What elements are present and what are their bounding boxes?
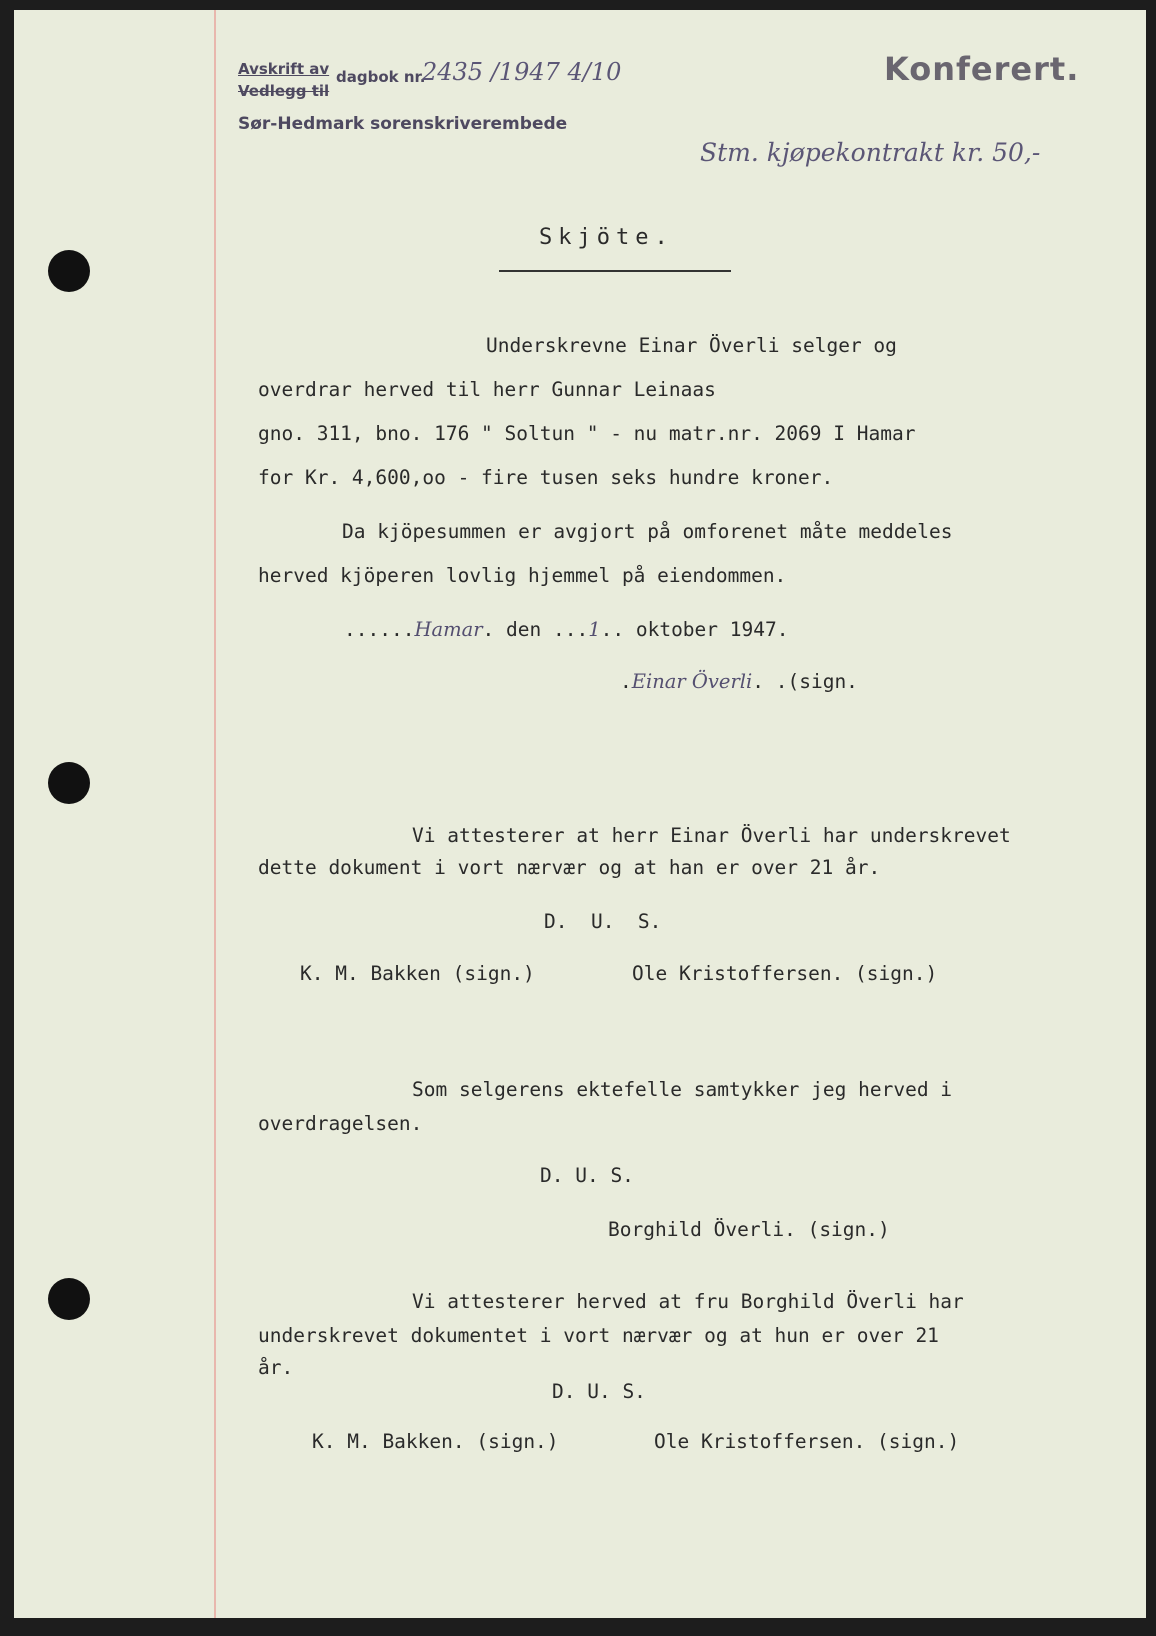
title-underline	[499, 270, 731, 272]
date-day-handwritten: 1	[588, 618, 601, 641]
konferert-stamp: Konferert.	[884, 50, 1080, 88]
text-line: gno. 311, bno. 176 " Soltun " - nu matr.nr. 2069 I Hamar	[258, 422, 916, 445]
dus-mark: D. U. S.	[552, 1380, 646, 1403]
stamp-office: Sør-Hedmark sorenskriverembede	[238, 114, 568, 134]
document-page	[14, 10, 1146, 1618]
sig-dot: .	[620, 670, 632, 693]
date-place-handwritten: Hamar	[414, 618, 483, 641]
text-line: herved kjöperen lovlig hjemmel på eiendommen.	[258, 564, 787, 587]
text-line: Underskrevne Einar Överli selger og	[486, 334, 897, 357]
date-line	[344, 618, 788, 641]
date-den: den ...	[494, 618, 589, 641]
text-line: dette dokument i vort nærvær og at han er over 21 år.	[258, 856, 881, 879]
text-line: for Kr. 4,600,oo - fire tusen seks hundre kroner.	[258, 466, 834, 489]
punch-hole	[48, 250, 90, 292]
margin-line	[214, 10, 216, 1618]
date-rest: .. oktober 1947.	[600, 618, 789, 641]
text-line: underskrevet dokumentet i vort nærvær og at hun er over 21	[258, 1324, 939, 1347]
stamp-vedlegg: Vedlegg til	[238, 82, 330, 100]
dagbok-number-handwritten: 2435 /1947 4/10	[422, 58, 622, 86]
text-line: Da kjöpesummen er avgjort på omforenet måte meddeles	[342, 520, 953, 543]
seller-signature	[620, 670, 858, 693]
witness-right: Ole Kristoffersen. (sign.)	[632, 962, 938, 985]
date-dots: ......	[344, 618, 415, 641]
stamp-avskrift: Avskrift av	[238, 60, 330, 78]
text-line: overdrar herved til herr Gunnar Leinaas	[258, 378, 716, 401]
punch-hole	[48, 762, 90, 804]
dus-mark: D. U. S.	[540, 1164, 634, 1187]
witness-left: K. M. Bakken. (sign.)	[312, 1430, 559, 1453]
date-dots: .	[482, 618, 495, 641]
text-line: Vi attesterer at herr Einar Överli har underskrevet	[412, 824, 1011, 847]
stamp-dagbok: dagbok nr.	[336, 68, 426, 86]
punch-hole	[48, 1278, 90, 1320]
witness-left: K. M. Bakken (sign.)	[300, 962, 535, 985]
text-line: overdragelsen.	[258, 1112, 423, 1135]
text-line: Vi attesterer herved at fru Borghild Överli har	[412, 1290, 964, 1313]
handwritten-fee-note: Stm. kjøpekontrakt kr. 50,-	[700, 138, 1041, 167]
dus-mark: D. U. S.	[544, 910, 662, 933]
sig-suffix: . .(sign.	[752, 670, 858, 693]
seller-name-handwritten: Einar Överli	[631, 670, 753, 693]
witness-right: Ole Kristoffersen. (sign.)	[654, 1430, 960, 1453]
document-title: Skjöte.	[539, 225, 674, 250]
spouse-signature: Borghild Överli. (sign.)	[608, 1218, 890, 1241]
text-line: Som selgerens ektefelle samtykker jeg herved i	[412, 1078, 953, 1101]
text-line: år.	[258, 1356, 294, 1379]
